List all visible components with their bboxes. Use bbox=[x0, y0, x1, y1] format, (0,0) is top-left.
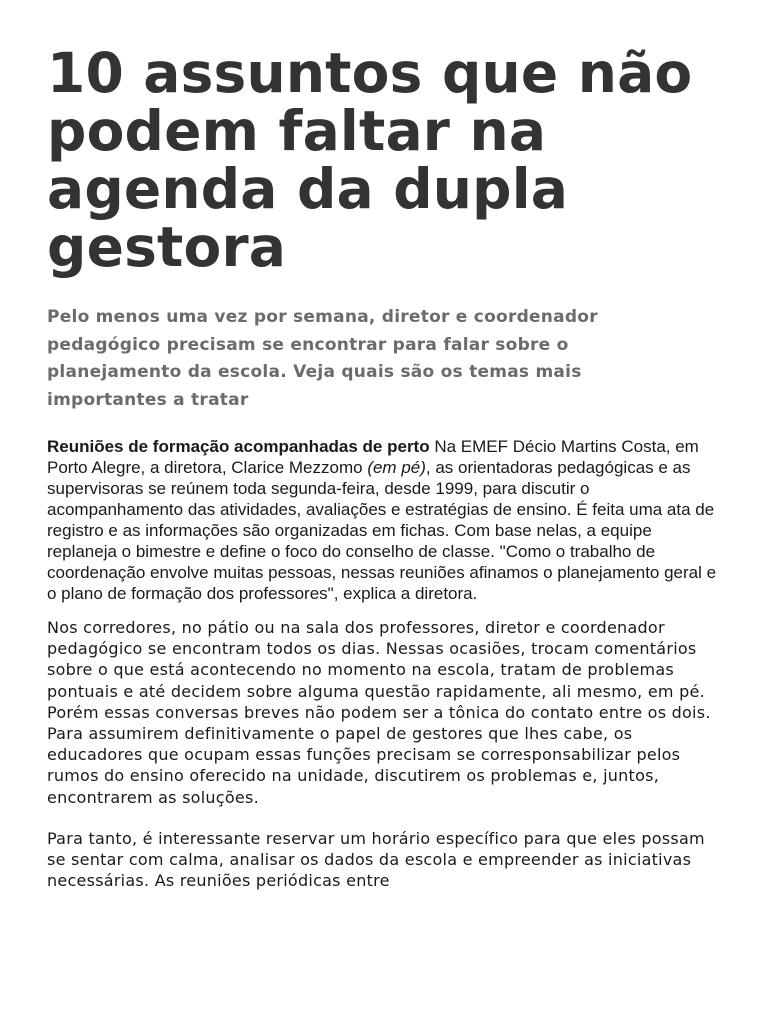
section-text-b: , as orientadoras pedagógicas e as supervisoras se reúnem toda segunda-feira, desde 1999, para discutir o acompanhamento das atividades, avaliações e estratégias de ensino. É feita uma ata de registro e as informações são organizadas em fichas. Com base nelas, a equipe replaneja o bimestre e define o foco do conselho de classe. "Como o trabalho de coordenação envolve muitas pessoas, nessas reuniões afinamos o planejamento geral e o plano de formação dos professores", explica a diretora. bbox=[47, 458, 717, 603]
section-heading: Reuniões de formação acompanhadas de perto bbox=[47, 437, 430, 456]
article-title: 10 assuntos que não podem faltar na agenda da dupla gestora bbox=[47, 41, 693, 279]
section-paragraph bbox=[47, 436, 722, 604]
article-lead: Pelo menos uma vez por semana, diretor e coordenador pedagógico precisam se encontrar para falar sobre o planejamento da escola. Veja quais são os temas mais importantes a tratar bbox=[47, 307, 598, 410]
body-paragraph-2: Nos corredores, no pátio ou na sala dos professores, diretor e coordenador pedagógico se encontram todos os dias. Nessas ocasiões, trocam comentários sobre o que está acontecendo no momento na escola, tratam de problemas pontuais e até decidem sobre alguma questão rapidamente, ali mesmo, em pé. Porém essas conversas breves não podem ser a tônica do contato entre os dois. Para assumirem definitivamente o papel de gestores que lhes cabe, os educadores que ocupam essas funções precisam se corresponsabilizar pelos rumos do ensino oferecido na unidade, discutirem os problemas e, juntos, encontrarem as soluções. bbox=[47, 618, 711, 807]
article bbox=[47, 41, 727, 891]
section-text-a: Na EMEF Décio Martins Costa, em Porto Alegre, a diretora, Clarice Mezzomo bbox=[47, 437, 699, 477]
section-text-italic: (em pé) bbox=[367, 458, 426, 477]
body-paragraph-3: Para tanto, é interessante reservar um horário específico para que eles possam se sentar com calma, analisar os dados da escola e empreender as iniciativas necessárias. As reuniões periódicas entre bbox=[47, 828, 705, 891]
